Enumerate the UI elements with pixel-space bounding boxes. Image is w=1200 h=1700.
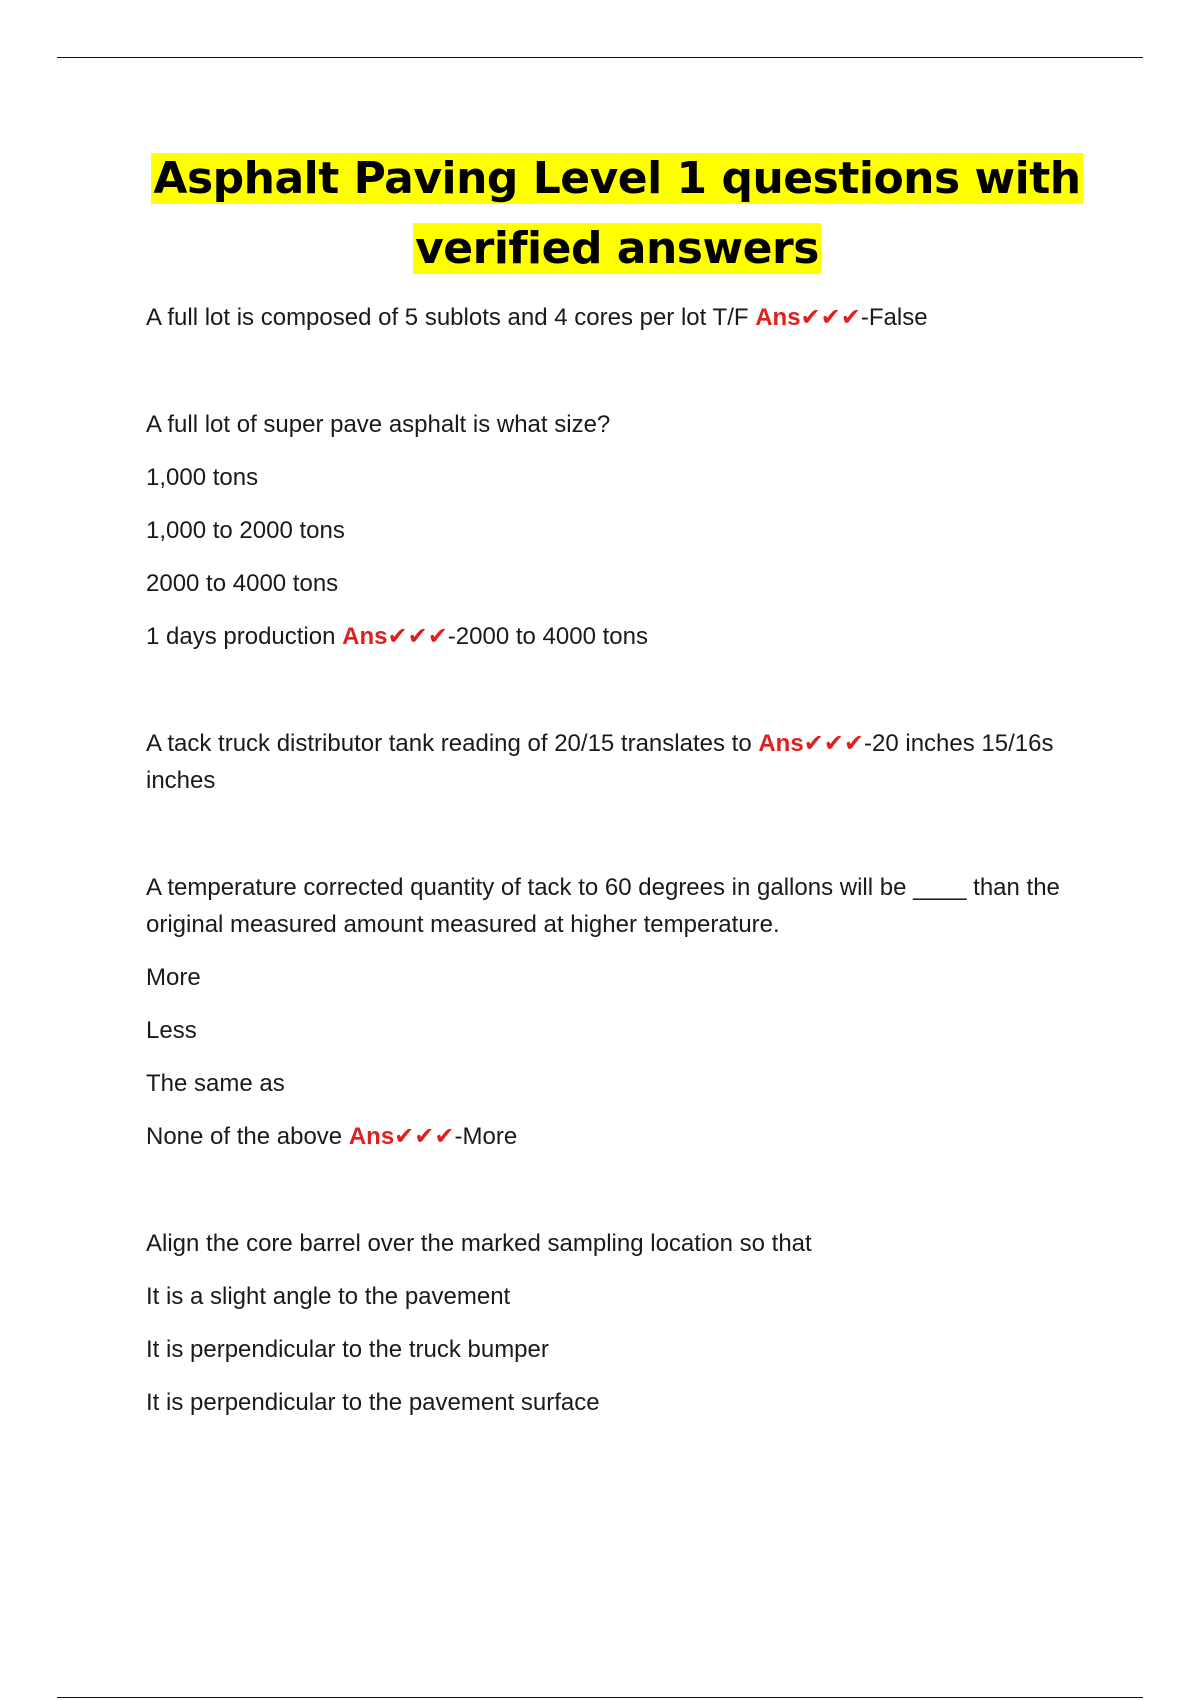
check-marks: ✔✔✔: [800, 304, 861, 331]
answer-value: -2000 to 4000 tons: [447, 623, 648, 650]
header-rule: [57, 57, 1143, 58]
answer-label: Ans: [348, 1123, 395, 1150]
title-line-2: verified answers: [415, 223, 819, 274]
answer-option: 1,000 to 2000 tons: [146, 517, 345, 544]
document-body: [146, 299, 1106, 1457]
answer-value: -20 inches 15/16s inches: [146, 730, 1054, 794]
answer-option: It is perpendicular to the pavement surface: [146, 1389, 600, 1416]
check-marks: ✔✔✔: [803, 730, 864, 757]
answer-option: None of the above Ans✔✔✔-More: [146, 1123, 518, 1150]
question-2: [146, 406, 1106, 655]
document-title: [0, 144, 1200, 284]
footer-rule: [57, 1697, 1143, 1698]
answer-option: The same as: [146, 1070, 285, 1097]
question-5: [146, 1225, 1106, 1421]
check-marks: ✔✔✔: [387, 623, 448, 650]
question-text: A temperature corrected quantity of tack to 60 degrees in gallons will be ____ than the original measured amount measured at higher temperature.: [146, 874, 1060, 938]
answer-option: It is perpendicular to the truck bumper: [146, 1336, 549, 1363]
answer-label: Ans: [342, 623, 388, 650]
answer-option: More: [146, 964, 201, 991]
answer-option: 1,000 tons: [146, 464, 259, 491]
answer-option: Less: [146, 1017, 197, 1044]
question-1: [146, 299, 1106, 336]
answer-value: -False: [860, 304, 928, 331]
check-marks: ✔✔✔: [394, 1123, 455, 1150]
answer-option: 1 days production Ans✔✔✔-2000 to 4000 tons: [146, 623, 648, 650]
question-text: A full lot is composed of 5 sublots and 4 cores per lot T/F Ans✔✔✔-False: [146, 304, 928, 331]
answer-option: 2000 to 4000 tons: [146, 570, 339, 597]
question-3: [146, 725, 1106, 799]
question-4: [146, 869, 1106, 1155]
question-text: A tack truck distributor tank reading of 20/15 translates to Ans✔✔✔-20 inches 15/16s inches: [146, 730, 1054, 794]
answer-label: Ans: [755, 304, 801, 331]
question-text: A full lot of super pave asphalt is what size?: [146, 411, 611, 438]
question-text: Align the core barrel over the marked sampling location so that: [146, 1230, 812, 1257]
answer-option: It is a slight angle to the pavement: [146, 1283, 511, 1310]
answer-value: -More: [454, 1123, 518, 1150]
title-line-1: Asphalt Paving Level 1 questions with: [153, 153, 1081, 204]
answer-label: Ans: [758, 730, 804, 757]
